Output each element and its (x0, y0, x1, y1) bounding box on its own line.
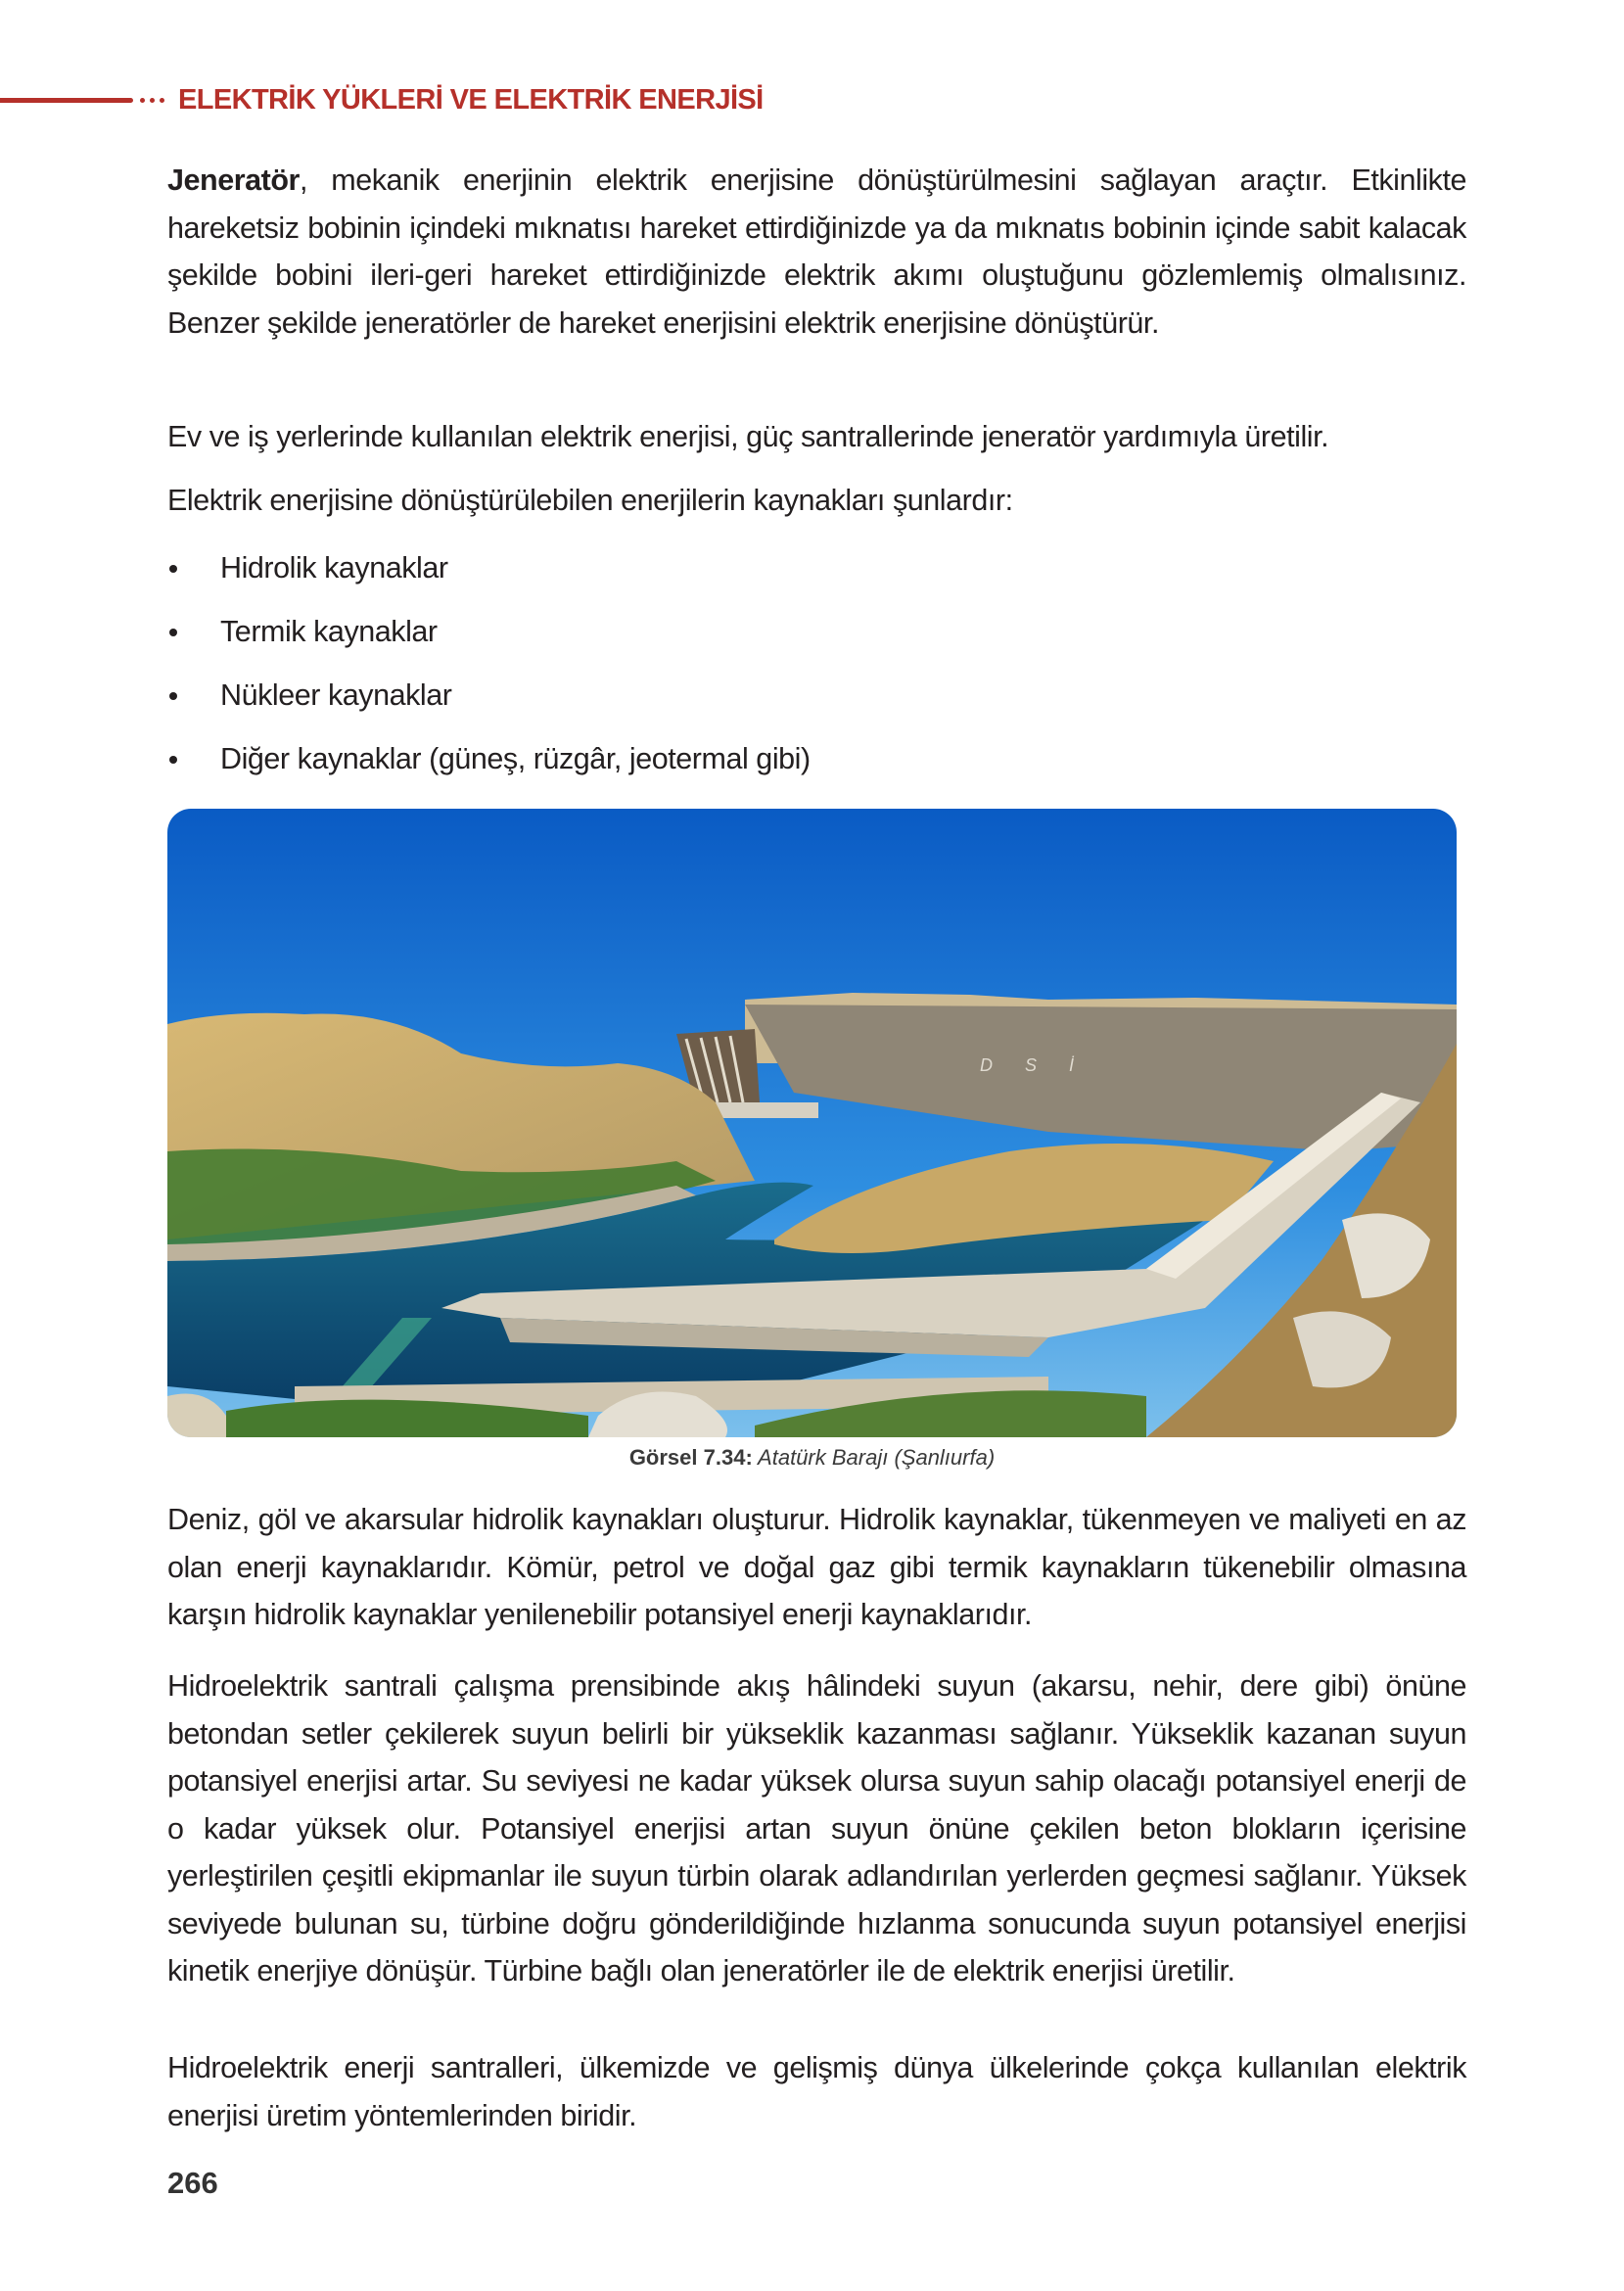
list-item: Diğer kaynaklar (güneş, rüzgâr, jeotermal gibi) (167, 727, 811, 791)
paragraph-text: Ev ve iş yerlerinde kullanılan elektrik enerjisi, güç santrallerinde jeneratör yardımıyla üretilir. (167, 420, 1329, 453)
paragraph-text: Hidroelektrik enerji santralleri, ülkemizde ve gelişmiş dünya ülkelerinde çokça kullanılan elektrik enerjisi üretim yöntemlerinden biridir. (167, 2051, 1466, 2132)
bullet-icon (169, 565, 177, 573)
paragraph-power-plants (167, 413, 1466, 461)
header-rule (0, 98, 133, 103)
caption-label: Görsel 7.34: (628, 1445, 753, 1470)
paragraph-hydraulic-sources (167, 1496, 1466, 1639)
paragraph-text: Deniz, göl ve akarsular hidrolik kaynakları oluşturur. Hidrolik kaynaklar, tükenmeyen ve maliyeti en az olan enerji kaynaklarıdır. Kömür, petrol ve doğal gaz gibi termik kaynakların tükenebilir olmasına karşın hidrolik kaynaklar yenilenebilir potansiyel enerji kaynaklarıdır. (167, 1503, 1466, 1631)
paragraph-hydro-principle (167, 1662, 1466, 1995)
paragraph-text: Hidroelektrik santrali çalışma prensibinde akış hâlindeki suyun (akarsu, nehir, dere gibi) önüne betondan setler çekilerek suyun belirli bir yükseklik kazanması sağlanır. Yükseklik kazanan suyun potansiyel enerjisi artar. Su seviyesi ne kadar yüksek olursa suyun sahip olacağı potansiyel enerji de o kadar yüksek olur. Potansiyel enerjisi artan suyun önüne çekilen beton blokların içerisine yerleştirilen çeşitli ekipmanlar ile suyun türbin olarak adlandırılan yerlerden geçmesi sağlanır. Yüksek seviyede bulunan su, türbine doğru gönderildiğinde hızlanma sonucunda suyun potansiyel enerjisi kinetik enerjiye dönüşür. Türbine bağlı olan jeneratörler ile de elektrik enerjisi üretilir. (167, 1669, 1466, 1987)
energy-sources-list (167, 537, 811, 791)
list-item: Termik kaynaklar (167, 600, 811, 664)
paragraph-sources-intro (167, 477, 1466, 525)
header-dots (140, 98, 164, 103)
term-generator: Jeneratör (167, 164, 300, 197)
paragraph-generator (167, 157, 1466, 347)
ataturk-dam-illustration (167, 809, 1457, 1437)
dam-photo (167, 809, 1457, 1437)
list-item: Hidrolik kaynaklar (167, 537, 811, 600)
paragraph-text: , mekanik enerjinin elektrik enerjisine dönüştürülmesini sağlayan araçtır. Etkinlikte hareketsiz bobinin içindeki mıknatısı hareket ettirdiğinizde ya da mıknatıs bobinin içinde sabit kalacak şekilde bobini ileri-geri hareket ettirdiğinizde elektrik akımı oluştuğunu gözlemlemiş olmalısınız. Benzer şekilde jeneratörler de hareket enerjisini elektrik enerjisine dönüştürür. (167, 164, 1466, 340)
paragraph-text: Elektrik enerjisine dönüştürülebilen enerjilerin kaynakları şunlardır: (167, 484, 1013, 517)
bullet-icon (169, 692, 177, 700)
bullet-icon (169, 756, 177, 764)
chapter-header (0, 80, 979, 119)
list-item: Nükleer kaynaklar (167, 664, 811, 727)
chapter-title: ELEKTRİK YÜKLERİ VE ELEKTRİK ENERJİSİ (178, 83, 764, 116)
svg-text:D S İ: D S İ (980, 1055, 1089, 1075)
paragraph-hydro-usage (167, 2044, 1466, 2139)
bullet-icon (169, 629, 177, 636)
page-number: 266 (167, 2166, 218, 2200)
figure-caption (0, 1445, 1624, 1471)
caption-text: Atatürk Barajı (Şanlıurfa) (752, 1445, 996, 1470)
